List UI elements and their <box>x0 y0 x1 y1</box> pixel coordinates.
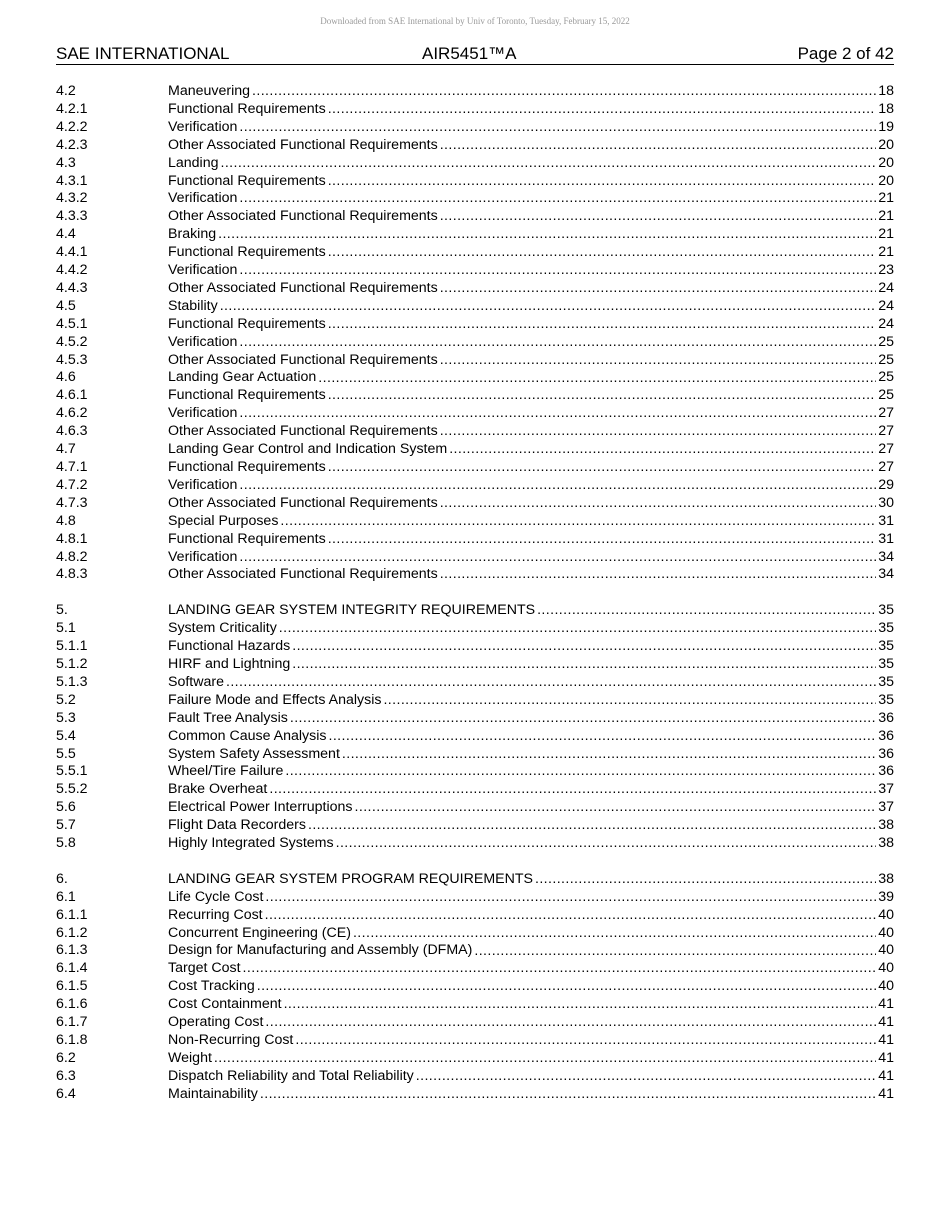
toc-entry[interactable] <box>56 244 894 262</box>
toc-page-number: 38 <box>878 817 894 834</box>
toc-entry[interactable] <box>56 746 894 764</box>
toc-dot-leader <box>383 692 876 710</box>
toc-section-title: Other Associated Functional Requirements <box>168 136 438 153</box>
toc-page-number: 29 <box>878 476 894 493</box>
toc-entry[interactable] <box>56 262 894 280</box>
toc-section-title: Verification <box>168 262 238 279</box>
toc-dot-leader <box>239 549 876 567</box>
toc-section-title: Common Cause Analysis <box>168 727 327 744</box>
toc-page-number: 35 <box>878 602 894 619</box>
toc-section-title: System Safety Assessment <box>168 745 340 762</box>
document-number: AIR5451™A <box>422 44 517 63</box>
toc-section-title: Cost Containment <box>168 996 282 1013</box>
toc-entry[interactable] <box>56 566 894 584</box>
toc-entry[interactable] <box>56 405 894 423</box>
toc-dot-leader <box>290 710 876 728</box>
toc-entry[interactable] <box>56 459 894 477</box>
toc-dot-leader <box>440 137 877 155</box>
toc-entry[interactable] <box>56 799 894 817</box>
toc-section-number: 6.1 <box>56 888 76 905</box>
toc-dot-leader <box>440 208 877 226</box>
toc-dot-leader <box>239 405 876 423</box>
toc-section-number: 6.1.3 <box>56 942 88 959</box>
toc-entry[interactable] <box>56 835 894 853</box>
toc-entry[interactable] <box>56 817 894 835</box>
toc-dot-leader <box>440 495 877 513</box>
toc-section-title: Landing Gear Control and Indication System <box>168 441 448 458</box>
toc-dot-leader <box>355 799 877 817</box>
toc-section-number: 4.6 <box>56 369 76 386</box>
toc-dot-leader <box>328 101 877 119</box>
toc-page-number: 38 <box>878 835 894 852</box>
toc-section-number: 4.7 <box>56 441 76 458</box>
toc-page-number: 35 <box>878 673 894 690</box>
toc-section-number: 4.4.2 <box>56 262 88 279</box>
toc-dot-leader <box>214 1050 876 1068</box>
toc-page-number: 21 <box>878 208 894 225</box>
toc-entry[interactable] <box>56 656 894 674</box>
download-watermark: Downloaded from SAE International by Univ of Toronto, Tuesday, February 15, 2022 <box>320 16 630 26</box>
toc-section-title: System Criticality <box>168 620 277 637</box>
toc-section-title: Functional Requirements <box>168 100 326 117</box>
toc-section-number: 5.4 <box>56 727 76 744</box>
toc-dot-leader <box>285 763 876 781</box>
toc-section-title: Software <box>168 673 224 690</box>
toc-dot-leader <box>328 531 877 549</box>
toc-page-number: 20 <box>878 136 894 153</box>
toc-entry[interactable] <box>56 1032 894 1050</box>
toc-entry[interactable] <box>56 925 894 943</box>
toc-section-number: 4.4.1 <box>56 244 88 261</box>
toc-entry[interactable] <box>56 1014 894 1032</box>
toc-section-title: Electrical Power Interruptions <box>168 799 353 816</box>
toc-dot-leader <box>537 602 876 620</box>
toc-entry[interactable] <box>56 137 894 155</box>
toc-entry[interactable] <box>56 549 894 567</box>
toc-section-title: Verification <box>168 333 238 350</box>
toc-dot-leader <box>440 280 877 298</box>
toc-section-number: 5.8 <box>56 835 76 852</box>
toc-section-number: 4.3.1 <box>56 172 88 189</box>
toc-section-title: Flight Data Recorders <box>168 817 306 834</box>
toc-page-number: 31 <box>878 530 894 547</box>
toc-entry[interactable] <box>56 978 894 996</box>
toc-dot-leader <box>328 387 877 405</box>
toc-dot-leader <box>329 728 877 746</box>
toc-section-title: Maintainability <box>168 1085 258 1102</box>
toc-section-title: Verification <box>168 548 238 565</box>
toc-section-title: Functional Requirements <box>168 459 326 476</box>
toc-entry[interactable] <box>56 423 894 441</box>
toc-page-number: 35 <box>878 691 894 708</box>
toc-dot-leader <box>328 459 877 477</box>
toc-section-number: 6.1.6 <box>56 996 88 1013</box>
toc-entry[interactable] <box>56 370 894 388</box>
toc-dot-leader <box>474 943 876 961</box>
toc-dot-leader <box>353 925 876 943</box>
toc-entry[interactable] <box>56 674 894 692</box>
toc-page-number: 40 <box>878 906 894 923</box>
toc-entry[interactable] <box>56 83 894 101</box>
toc-page-number: 35 <box>878 655 894 672</box>
toc-page-number: 41 <box>878 1014 894 1031</box>
toc-section-title: Fault Tree Analysis <box>168 709 288 726</box>
toc-dot-leader <box>221 155 877 173</box>
toc-section-title: Functional Requirements <box>168 244 326 261</box>
toc-section-title: LANDING GEAR SYSTEM INTEGRITY REQUIREMENTS <box>168 602 536 619</box>
toc-section-title: Verification <box>168 190 238 207</box>
toc-page-number: 41 <box>878 1049 894 1066</box>
toc-section-title: Stability <box>168 297 218 314</box>
toc-section-title: LANDING GEAR SYSTEM PROGRAM REQUIREMENTS <box>168 870 533 887</box>
toc-section-title: Other Associated Functional Requirements <box>168 351 438 368</box>
toc-page-number: 25 <box>878 333 894 350</box>
toc-page-number: 24 <box>878 315 894 332</box>
toc-section-number: 4.4.3 <box>56 279 88 296</box>
toc-entry[interactable] <box>56 298 894 316</box>
toc-section-number: 6.1.1 <box>56 906 88 923</box>
toc-entry[interactable] <box>56 280 894 298</box>
toc-section-title: Verification <box>168 118 238 135</box>
toc-section-number: 4.6.2 <box>56 405 88 422</box>
toc-section-number: 4.5.2 <box>56 333 88 350</box>
toc-section-number: 4.8 <box>56 512 76 529</box>
toc-page-number: 34 <box>878 548 894 565</box>
toc-page-number: 40 <box>878 942 894 959</box>
toc-entry[interactable] <box>56 513 894 531</box>
toc-entry[interactable] <box>56 1050 894 1068</box>
toc-section-title: Functional Hazards <box>168 638 291 655</box>
toc-page-number: 25 <box>878 387 894 404</box>
toc-dot-leader <box>279 620 876 638</box>
toc-entry[interactable] <box>56 208 894 226</box>
toc-page-number: 41 <box>878 996 894 1013</box>
toc-entry[interactable] <box>56 226 894 244</box>
toc-section-title: Special Purposes <box>168 512 279 529</box>
toc-dot-leader <box>328 173 877 191</box>
toc-entry[interactable] <box>56 1086 894 1104</box>
toc-section-number: 6. <box>56 870 68 887</box>
toc-page-number: 19 <box>878 118 894 135</box>
toc-section-title: Dispatch Reliability and Total Reliability <box>168 1067 414 1084</box>
toc-dot-leader <box>318 370 876 388</box>
toc-page-number: 27 <box>878 459 894 476</box>
toc-dot-leader <box>260 1086 876 1104</box>
toc-entry[interactable] <box>56 728 894 746</box>
toc-entry[interactable] <box>56 889 894 907</box>
toc-page-number: 36 <box>878 727 894 744</box>
toc-entry[interactable] <box>56 943 894 961</box>
toc-section-title: Verification <box>168 405 238 422</box>
toc-page-number: 27 <box>878 405 894 422</box>
toc-section-number: 5.5 <box>56 745 76 762</box>
toc-dot-leader <box>308 817 876 835</box>
toc-section-title: Life Cycle Cost <box>168 888 264 905</box>
toc-section-number: 5.1.1 <box>56 638 88 655</box>
toc-section-number: 5.3 <box>56 709 76 726</box>
toc-section-title: Maneuvering <box>168 82 251 99</box>
toc-section-title: Failure Mode and Effects Analysis <box>168 691 382 708</box>
toc-page-number: 36 <box>878 763 894 780</box>
toc-section-number: 4.5.3 <box>56 351 88 368</box>
toc-page-number: 31 <box>878 512 894 529</box>
toc-dot-leader <box>284 996 877 1014</box>
toc-entry[interactable] <box>56 119 894 137</box>
toc-section-number: 4.7.1 <box>56 459 88 476</box>
toc-page-number: 18 <box>878 82 894 99</box>
toc-entry[interactable] <box>56 334 894 352</box>
toc-section-title: Braking <box>168 226 217 243</box>
toc-section-number: 6.1.5 <box>56 978 88 995</box>
toc-section-title: Other Associated Functional Requirements <box>168 208 438 225</box>
toc-entry[interactable] <box>56 996 894 1014</box>
toc-entry[interactable] <box>56 907 894 925</box>
toc-section-title: Brake Overheat <box>168 781 268 798</box>
toc-section-title: Recurring Cost <box>168 906 263 923</box>
toc-page-number: 27 <box>878 423 894 440</box>
toc-section-title: Cost Tracking <box>168 978 255 995</box>
toc-page-number: 24 <box>878 279 894 296</box>
toc-dot-leader <box>440 423 877 441</box>
toc-entry[interactable] <box>56 316 894 334</box>
toc-page-number: 34 <box>878 566 894 583</box>
toc-section-title: Other Associated Functional Requirements <box>168 566 438 583</box>
toc-section-title: Verification <box>168 476 238 493</box>
toc-section-number: 4.8.1 <box>56 530 88 547</box>
page-number: Page 2 of 42 <box>797 44 894 63</box>
toc-page-number: 39 <box>878 888 894 905</box>
toc-dot-leader <box>257 978 876 996</box>
toc-entry[interactable] <box>56 620 894 638</box>
toc-dot-leader <box>269 781 876 799</box>
toc-page-number: 38 <box>878 870 894 887</box>
toc-section-number: 5.1 <box>56 620 76 637</box>
toc-section-number: 6.1.8 <box>56 1032 88 1049</box>
toc-section-title: Landing <box>168 154 219 171</box>
toc-section-number: 4.2 <box>56 82 76 99</box>
toc-page-number: 40 <box>878 960 894 977</box>
toc-dot-leader <box>226 674 876 692</box>
page-header <box>56 44 894 65</box>
toc-entry[interactable] <box>56 781 894 799</box>
toc-section-title: Operating Cost <box>168 1014 264 1031</box>
toc-dot-leader <box>265 1014 876 1032</box>
toc-dot-leader <box>449 441 876 459</box>
publisher-name: SAE INTERNATIONAL <box>56 44 230 63</box>
toc-page-number: 41 <box>878 1067 894 1084</box>
toc-entry[interactable] <box>56 638 894 656</box>
toc-page-number: 21 <box>878 244 894 261</box>
toc-section-number: 6.3 <box>56 1067 76 1084</box>
toc-section-number: 6.1.4 <box>56 960 88 977</box>
toc-entry[interactable] <box>56 155 894 173</box>
toc-entry[interactable] <box>56 1068 894 1086</box>
toc-section-title: Other Associated Functional Requirements <box>168 279 438 296</box>
toc-dot-leader <box>239 119 876 137</box>
toc-page-number: 37 <box>878 799 894 816</box>
toc-entry[interactable] <box>56 763 894 781</box>
toc-page-number: 21 <box>878 190 894 207</box>
toc-dot-leader <box>440 566 877 584</box>
toc-dot-leader <box>292 656 876 674</box>
toc-entry[interactable] <box>56 495 894 513</box>
toc-section-number: 5. <box>56 602 68 619</box>
toc-section-title: Functional Requirements <box>168 172 326 189</box>
toc-dot-leader <box>220 298 877 316</box>
toc-section-title: Concurrent Engineering (CE) <box>168 924 351 941</box>
toc-page-number: 37 <box>878 781 894 798</box>
toc-section-title: Target Cost <box>168 960 241 977</box>
toc-section-title: Other Associated Functional Requirements <box>168 423 438 440</box>
toc-page-number: 24 <box>878 297 894 314</box>
toc-entry[interactable] <box>56 710 894 728</box>
toc-section-number: 4.2.3 <box>56 136 88 153</box>
toc-section-number: 5.7 <box>56 817 76 834</box>
toc-section-number: 4.5.1 <box>56 315 88 332</box>
toc-page-number: 35 <box>878 620 894 637</box>
toc-page-number: 25 <box>878 351 894 368</box>
toc-page-number: 27 <box>878 441 894 458</box>
toc-section-title: Wheel/Tire Failure <box>168 763 284 780</box>
toc-entry[interactable] <box>56 871 894 889</box>
toc-page-number: 40 <box>878 924 894 941</box>
toc-page-number: 36 <box>878 745 894 762</box>
toc-entry[interactable] <box>56 960 894 978</box>
toc-section-title: Weight <box>168 1049 212 1066</box>
toc-section-title: HIRF and Lightning <box>168 655 291 672</box>
toc-dot-leader <box>239 477 876 495</box>
toc-dot-leader <box>535 871 876 889</box>
toc-page-number: 36 <box>878 709 894 726</box>
toc-entry[interactable] <box>56 101 894 119</box>
toc-section-title: Design for Manufacturing and Assembly (DFMA) <box>168 942 473 959</box>
toc-entry[interactable] <box>56 692 894 710</box>
toc-section-number: 4.3.2 <box>56 190 88 207</box>
toc-entry[interactable] <box>56 190 894 208</box>
toc-dot-leader <box>336 835 877 853</box>
toc-dot-leader <box>239 262 876 280</box>
toc-dot-leader <box>328 316 877 334</box>
toc-section-number: 4.3.3 <box>56 208 88 225</box>
toc-page-number: 40 <box>878 978 894 995</box>
toc-dot-leader <box>292 638 876 656</box>
toc-entry[interactable] <box>56 531 894 549</box>
toc-entry[interactable] <box>56 352 894 370</box>
toc-page-number: 35 <box>878 638 894 655</box>
toc-section-number: 5.5.1 <box>56 763 88 780</box>
toc-section-number: 6.1.2 <box>56 924 88 941</box>
toc-page-number: 41 <box>878 1032 894 1049</box>
toc-section-number: 5.2 <box>56 691 76 708</box>
toc-dot-leader <box>295 1032 876 1050</box>
toc-page-number: 18 <box>878 100 894 117</box>
toc-entry[interactable] <box>56 173 894 191</box>
toc-section-title: Landing Gear Actuation <box>168 369 317 386</box>
toc-dot-leader <box>265 889 876 907</box>
toc-section-number: 4.7.2 <box>56 476 88 493</box>
table-of-contents <box>56 83 894 1104</box>
toc-section-number: 4.3 <box>56 154 76 171</box>
toc-section-number: 4.8.2 <box>56 548 88 565</box>
toc-section-title: Functional Requirements <box>168 387 326 404</box>
toc-section-number: 4.6.3 <box>56 423 88 440</box>
toc-dot-leader <box>440 352 877 370</box>
toc-section-number: 5.6 <box>56 799 76 816</box>
toc-page-number: 20 <box>878 154 894 171</box>
toc-page-number: 25 <box>878 369 894 386</box>
toc-page-number: 20 <box>878 172 894 189</box>
toc-entry[interactable] <box>56 441 894 459</box>
toc-section-number: 6.4 <box>56 1085 76 1102</box>
toc-section-title: Functional Requirements <box>168 530 326 547</box>
toc-dot-leader <box>328 244 877 262</box>
toc-dot-leader <box>239 334 876 352</box>
toc-section-title: Highly Integrated Systems <box>168 835 334 852</box>
toc-section-number: 4.5 <box>56 297 76 314</box>
toc-section-number: 4.6.1 <box>56 387 88 404</box>
toc-entry[interactable] <box>56 477 894 495</box>
toc-section-number: 4.7.3 <box>56 494 88 511</box>
toc-section-title: Functional Requirements <box>168 315 326 332</box>
toc-dot-leader <box>243 960 877 978</box>
toc-section-number: 4.8.3 <box>56 566 88 583</box>
toc-dot-leader <box>416 1068 876 1086</box>
toc-section-title: Other Associated Functional Requirements <box>168 494 438 511</box>
toc-dot-leader <box>265 907 877 925</box>
toc-page-number: 41 <box>878 1085 894 1102</box>
toc-section-number: 4.4 <box>56 226 76 243</box>
toc-page-number: 23 <box>878 262 894 279</box>
toc-dot-leader <box>280 513 876 531</box>
toc-page-number: 30 <box>878 494 894 511</box>
toc-dot-leader <box>342 746 876 764</box>
toc-section-number: 5.1.2 <box>56 655 88 672</box>
toc-section-number: 6.2 <box>56 1049 76 1066</box>
toc-entry[interactable] <box>56 387 894 405</box>
toc-section-number: 4.2.2 <box>56 118 88 135</box>
toc-section-number: 6.1.7 <box>56 1014 88 1031</box>
toc-section-number: 5.5.2 <box>56 781 88 798</box>
toc-dot-leader <box>239 190 876 208</box>
toc-dot-leader <box>252 83 876 101</box>
toc-entry[interactable] <box>56 602 894 620</box>
toc-page-number: 21 <box>878 226 894 243</box>
toc-section-title: Non-Recurring Cost <box>168 1032 294 1049</box>
toc-section-number: 4.2.1 <box>56 100 88 117</box>
toc-section-number: 5.1.3 <box>56 673 88 690</box>
toc-dot-leader <box>218 226 876 244</box>
